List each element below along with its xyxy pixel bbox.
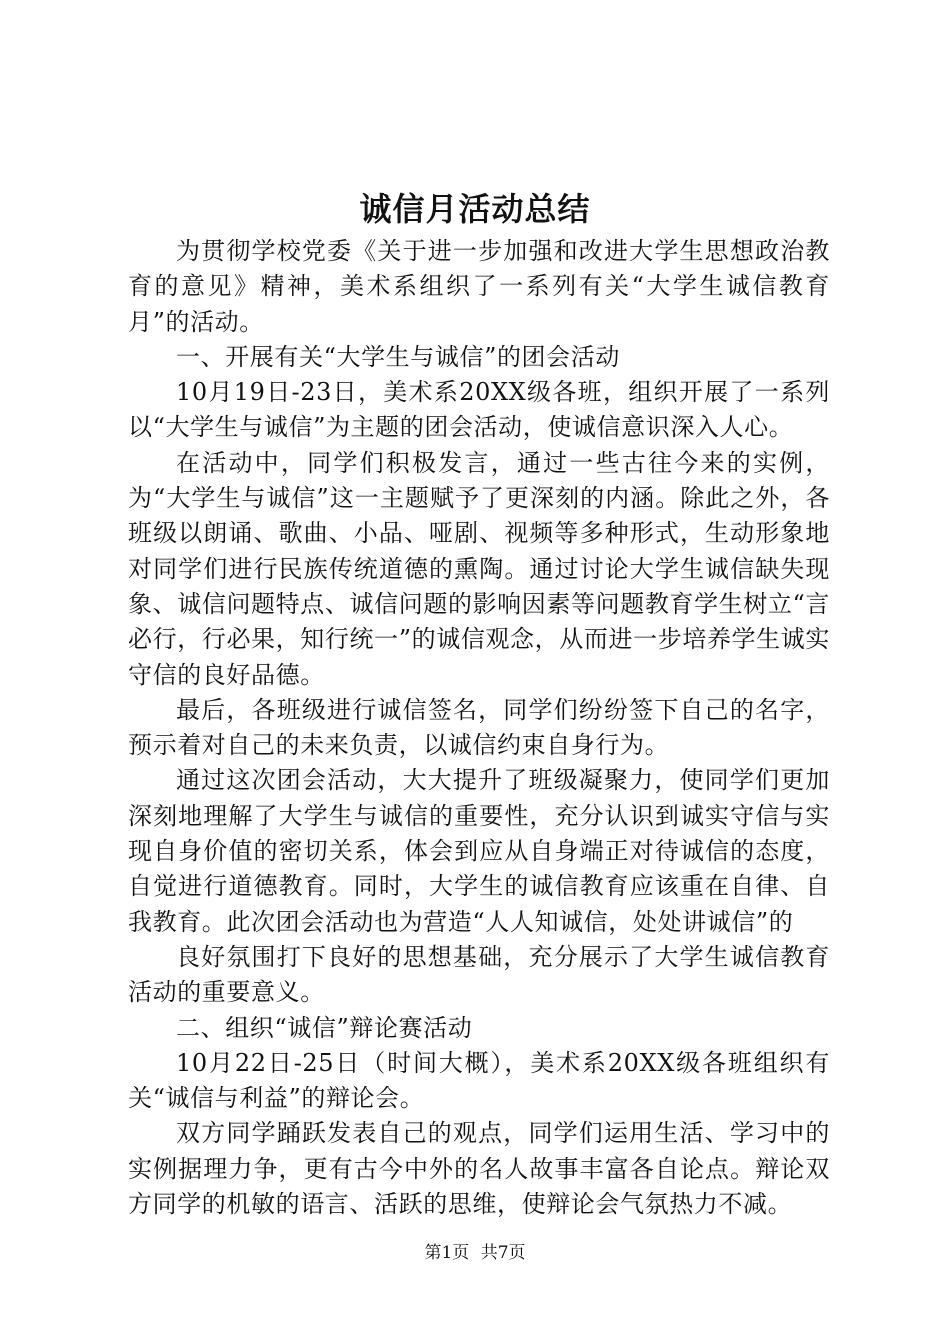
paragraph: 双方同学踊跃发表自己的观点，同学们运用生活、学习中的实例据理力争，更有古今中外的名人故事丰富各自论点。辩论双方同学的机敏的语言、活跃的思维，使辩论会气氛热力不减。 <box>128 1119 830 1219</box>
page-footer <box>0 1240 950 1266</box>
paragraph: 10月22日-25日（时间大概），美术系20XX级各班组织有关“诚信与利益”的辩论会。 <box>128 1048 830 1113</box>
page-total: 共7页 <box>480 1243 526 1263</box>
document-body <box>128 234 830 1222</box>
paragraph: 最后，各班级进行诚信签名，同学们纷纷签下自己的名字，预示着对自己的未来负责，以诚信约束自身行为。 <box>128 695 830 760</box>
paragraph: 10月19日-23日，美术系20XX级各班，组织开展了一系列以“大学生与诚信”为主题的团会活动，使诚信意识深入人心。 <box>128 378 830 442</box>
paragraph: 在活动中，同学们积极发言，通过一些古往今来的实例，为“大学生与诚信”这一主题赋予了更深刻的内涵。除此之外，各班级以朗诵、歌曲、小品、哑剧、视频等多种形式，生动形象地对同学们进行民族传统道德的熏陶。通过讨论大学生诚信缺失现象、诚信问题特点、诚信问题的影响因素等问题教育学生树立“言必行，行必果，知行统一”的诚信观念，从而进一步培养学生诚实守信的良好品德。 <box>128 448 830 689</box>
page-title: 诚信月活动总结 <box>359 190 591 228</box>
section-heading-1: 一、开展有关“大学生与诚信”的团会活动 <box>176 342 620 371</box>
paragraph: 良好氛围打下良好的思想基础，充分展示了大学生诚信教育活动的重要意义。 <box>128 942 830 1007</box>
page-number: 第1页 <box>424 1243 470 1263</box>
paragraph-intro: 为贯彻学校党委《关于进一步加强和改进大学生思想政治教育的意见》精神，美术系组织了一系列有关“大学生诚信教育月”的活动。 <box>128 237 830 336</box>
paragraph: 通过这次团会活动，大大提升了班级凝聚力，使同学们更加深刻地理解了大学生与诚信的重要性，充分认识到诚实守信与实现自身价值的密切关系，体会到应从自身端正对待诚信的态度，自觉进行道德教育。同时，大学生的诚信教育应该重在自律、自我教育。此次团会活动也为营造“人人知诚信，处处讲诚信”的 <box>128 766 830 936</box>
section-heading-2: 二、组织“诚信”辩论赛活动 <box>176 1013 473 1042</box>
